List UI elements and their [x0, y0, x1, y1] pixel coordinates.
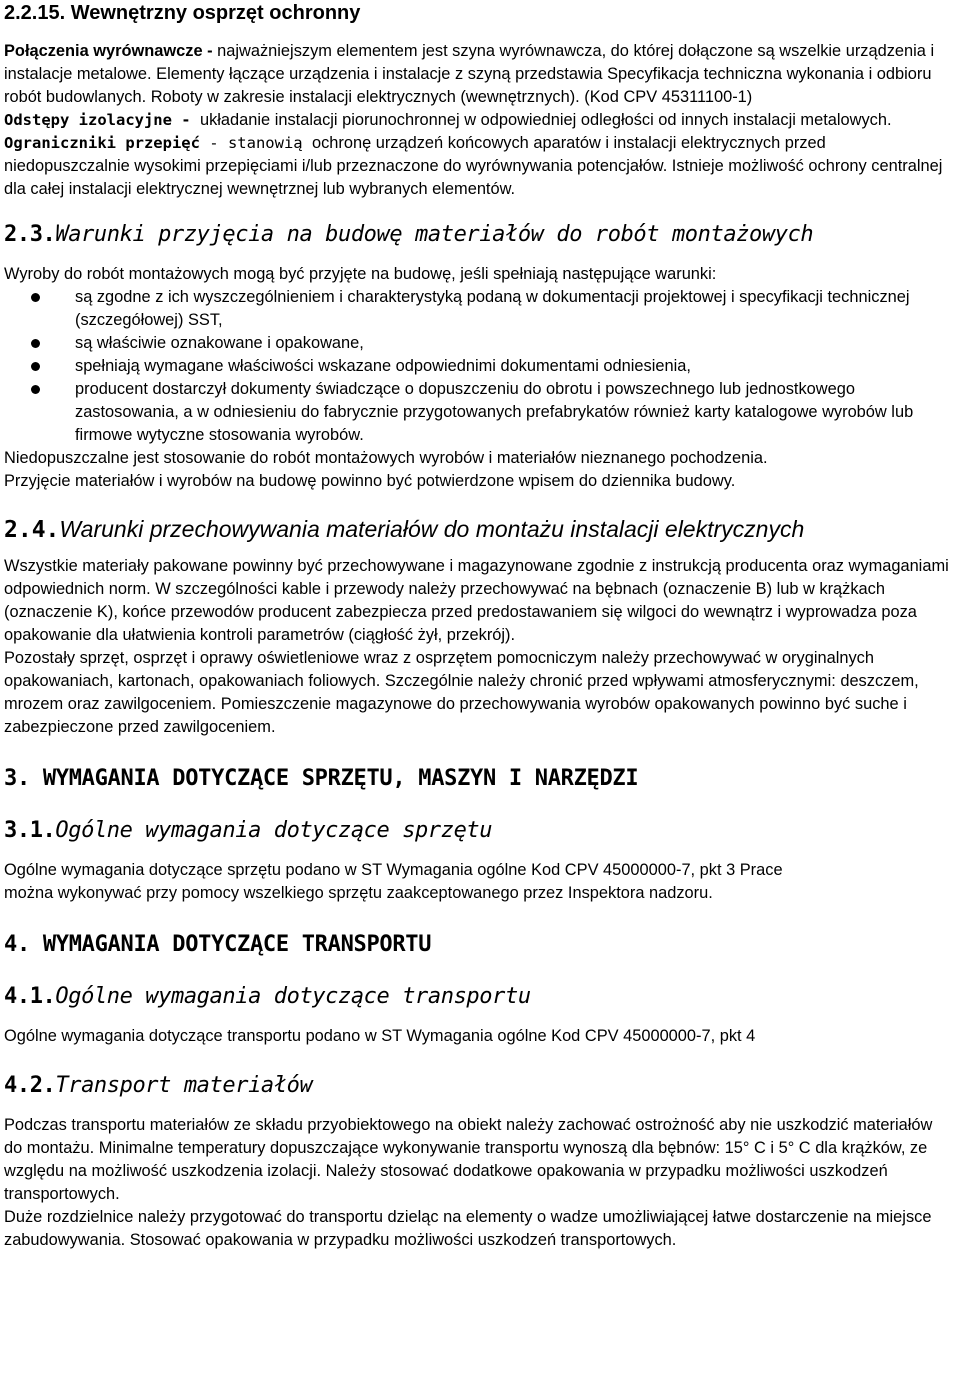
paragraph-unknown-origin: Niedopuszczalne jest stosowanie do robót montażowych wyrobów i materiałów nieznanego pochodzenia. [4, 449, 768, 467]
section-2-2-15-heading: 2.2.15. Wewnętrzny osprzęt ochronny [4, 2, 361, 24]
section-title: Warunki przechowywania materiałów do montażu instalacji elektrycznych [59, 516, 805, 542]
list-item-text: spełniają wymagane właściwości wskazane odpowiednimi dokumentami odniesienia, [75, 357, 691, 375]
paragraph-equipotential-bonding [4, 40, 954, 109]
list-item [4, 355, 954, 378]
paragraph-surge-arresters [4, 132, 954, 201]
paragraph-insulation-gaps [4, 109, 954, 132]
paragraph-storage-1: Wszystkie materiały pakowane powinny być przechowywane i magazynowane zgodnie z instrukcją producenta oraz wymaganiami odpowiednich norm. W szczególności kable i przewody należy przechowywać na bębnach (oznaczenie B) lub w krążkach (oznaczenie K), końce przewodów producent zabezpiecza przed predostawaniem się wilgoci do wewnątrz i wyprowadza poza opakowanie dla ułatwienia kontroli parametrów (ciągłość żył, przekrój). [4, 557, 949, 644]
section-4-2-heading [4, 1072, 954, 1100]
list-item [4, 286, 954, 332]
list-item-text: są właściwie oznakowane i opakowane, [75, 334, 364, 352]
bullet-icon [31, 339, 40, 348]
bullet-icon [31, 293, 40, 302]
section-title: Ogólne wymagania dotyczące sprzętu [55, 818, 493, 843]
section-4-1-heading [4, 983, 954, 1011]
list-item [4, 378, 954, 447]
list-item-text: są zgodne z ich wyszczególnieniem i charakterystyką podaną w dokumentacji projektowej i specyfikacji technicznej (szczegółowej) SST, [75, 288, 910, 329]
section-title: Transport materiałów [55, 1073, 313, 1098]
paragraph-text: najważniejszym elementem jest szyna wyrównawcza, do której dołączone są wszelkie urządzenia i instalacje metalowe. Elementy łączące urządzenia i instalacje z szyną przedstawia Specyfikacja techniczna wykonania i odbioru robót budowlanych. Roboty w zakresie instalacji elektrycznych (wewnętrznych). (Kod CPV 45311100-1) [4, 42, 935, 106]
section-number: 2.3. [4, 222, 56, 247]
section-title: Ogólne wymagania dotyczące transportu [55, 984, 531, 1009]
paragraph-storage-2: Pozostały sprzęt, osprzęt i oprawy oświetleniowe wraz z osprzętem pomocniczym należy przechowywać w oryginalnych opakowaniach, kartonach, opakowaniach foliowych. Szczególnie należy chronić przed wpływami atmosferycznymi: deszczem, mrozem oraz zawilgoceniem. Pomieszczenie magazynowe do przechowywania wyrobów opakowanych powinno być suche i zabezpieczone przed zawilgoceniem. [4, 649, 919, 736]
paragraph-material-transport-1: Podczas transportu materiałów ze składu przyobiektowego na obiekt należy zachować ostrożność aby nie uszkodzić materiałów do montażu. Minimalne temperatury dopuszczające wykonywanie transportu wynoszą dla bębnów: 15° C i 5° C dla krążków, ze względu na możliwość uszkodzenia izolacji. Należy stosować dodatkowe opakowania w przypadku możliwości uszkodzeń transportowych. [4, 1116, 933, 1203]
acceptance-conditions-list [4, 286, 954, 447]
term-insulation-gaps: Odstępy izolacyjne - [4, 111, 200, 129]
section-number: 3.1. [4, 818, 56, 843]
section-3-1-heading [4, 817, 954, 845]
section-3-heading: 3. WYMAGANIA DOTYCZĄCE SPRZĘTU, MASZYN I NARZĘDZI [4, 766, 639, 791]
paragraph-material-transport-2: Duże rozdzielnice należy przygotować do transportu dzieląc na elementy o wadze umożliwiającej łatwe dostarczenie na miejsce zabudowywania. Stosować opakowania w przypadku możliwości uszkodzeń transportowych. [4, 1208, 932, 1249]
paragraph-text: ochronę urządzeń końcowych aparatów i instalacji elektrycznych przed niedopuszczalnie wysokimi przepięciami i/lub przeznaczone do wyrównywania potencjałów. Istnieje możliwość ochrony centralnej dla całej instalacji elektrycznej wewnętrznej lub wybranych elementów. [4, 134, 943, 198]
term-equipotential-bonding: Połączenia wyrównawcze - [4, 42, 218, 60]
section-number: 4.1. [4, 984, 56, 1009]
paragraph-acceptance-intro: Wyroby do robót montażowych mogą być przyjęte na budowę, jeśli spełniają następujące warunki: [4, 265, 717, 283]
section-2-3-heading [4, 221, 954, 249]
section-number: 2.4. [4, 517, 60, 543]
section-number: 4.2. [4, 1073, 56, 1098]
list-item [4, 332, 954, 355]
section-4-heading: 4. WYMAGANIA DOTYCZĄCE TRANSPORTU [4, 932, 432, 957]
bullet-icon [31, 385, 40, 394]
list-item-text: producent dostarczył dokumenty świadczące o dopuszczeniu do obrotu i powszechnego lub jednostkowego zastosowania, a w odniesieniu do fabrycznie przygotowanych prefabrykatów również karty katalogowe wyrobów lub firmowe wytyczne stosowania wyrobów. [75, 380, 914, 444]
paragraph-transport-requirements: Ogólne wymagania dotyczące transportu podano w ST Wymagania ogólne Kod CPV 45000000-7, pkt 4 [4, 1027, 756, 1045]
term-surge-arresters: Ograniczniki przepięć [4, 134, 200, 152]
paragraph-site-diary: Przyjęcie materiałów i wyrobów na budowę powinno być potwierdzone wpisem do dziennika budowy. [4, 472, 736, 490]
section-2-4-heading [4, 515, 954, 544]
section-title: Warunki przyjęcia na budowę materiałów do robót montażowych [55, 222, 814, 247]
paragraph-text: - stanowią [199, 134, 312, 152]
bullet-icon [31, 362, 40, 371]
paragraph-equipment-requirements: Ogólne wymagania dotyczące sprzętu podano w ST Wymagania ogólne Kod CPV 45000000-7, pkt 3 Prace można wykonywać przy pomocy wszelkiego sprzętu zaakceptowanego przez Inspektora nadzoru. [4, 861, 783, 902]
paragraph-text: układanie instalacji piorunochronnej w odpowiedniej odległości od innych instalacji metalowych. [199, 111, 892, 129]
